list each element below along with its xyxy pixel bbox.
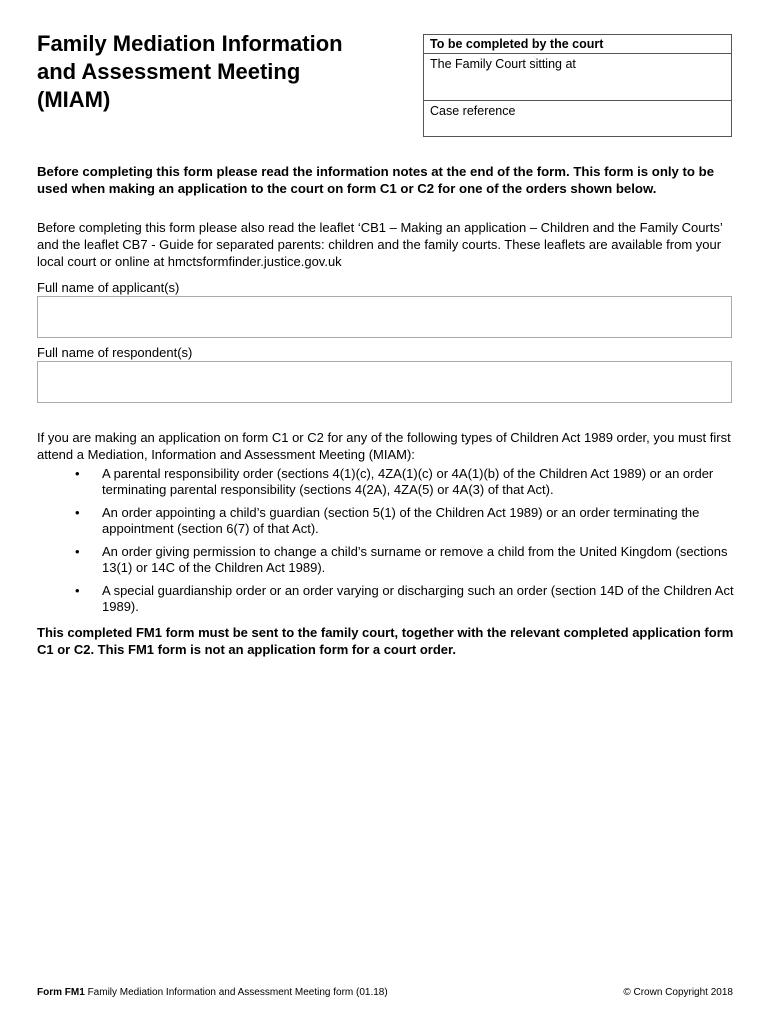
order-item-text: A parental responsibility order (sections 4(1)(c), 4ZA(1)(c) or 4A(1)(b) of the Children Act 1989) or an order terminating parental responsibility (sections 4(2A), 4ZA(5) or 4A(3) of that Act). xyxy=(102,466,714,497)
order-item xyxy=(37,583,737,615)
orders-intro: If you are making an application on form C1 or C2 for any of the following types of Children Act 1989 order, you must first attend a Mediation, Information and Assessment Meeting (MIAM): xyxy=(37,430,731,462)
order-item xyxy=(37,466,737,498)
case-reference-label: Case reference xyxy=(430,104,516,118)
applicant-name-input[interactable] xyxy=(37,296,732,338)
respondent-name-input[interactable] xyxy=(37,361,732,403)
order-item-text: An order appointing a child’s guardian (section 5(1) of the Children Act 1989) or an order terminating the appointment (section 6(7) of that Act). xyxy=(102,505,700,536)
footer-form-code: Form FM1 xyxy=(37,987,85,998)
title-line-1: Family Mediation Information xyxy=(37,31,343,56)
applicant-label: Full name of applicant(s) xyxy=(37,280,180,295)
footer-form-id xyxy=(37,987,388,998)
intro-leaflet-text: Before completing this form please also read the leaflet ‘CB1 – Making an application – Children and the Family Courts’ and the leaflet CB7 - Guide for separated parents: children and the family courts. These leaflets are available from your local court or online at hmctsformfinder.justice.gov.uk xyxy=(37,220,723,269)
intro-bold-notice: Before completing this form please read the information notes at the end of the form. This form is only to be used when making an application to the court on form C1 or C2 for one of the orders shown below. xyxy=(37,164,715,196)
case-reference-field[interactable] xyxy=(424,101,731,121)
court-sitting-label: The Family Court sitting at xyxy=(430,57,576,71)
court-sitting-field[interactable] xyxy=(424,54,731,101)
title-line-3: (MIAM) xyxy=(37,87,111,112)
bullet-icon: • xyxy=(75,505,80,520)
respondent-label: Full name of respondent(s) xyxy=(37,345,193,360)
closing-notice: This completed FM1 form must be sent to the family court, together with the relevant completed application form C1 or C2. This FM1 form is not an application form for a court order. xyxy=(37,625,734,657)
order-item-text: An order giving permission to change a child’s surname or remove a child from the United Kingdom (sections 13(1) or 14C of the Children Act 1989). xyxy=(102,544,728,575)
footer-copyright: © Crown Copyright 2018 xyxy=(623,987,733,998)
bullet-icon: • xyxy=(75,583,80,598)
orders-list xyxy=(37,466,737,622)
page-title xyxy=(37,30,397,114)
bullet-icon: • xyxy=(75,466,80,481)
court-use-box xyxy=(423,34,732,137)
footer-form-name: Family Mediation Information and Assessment Meeting form (01.18) xyxy=(87,987,388,998)
court-box-heading: To be completed by the court xyxy=(424,35,731,54)
title-line-2: and Assessment Meeting xyxy=(37,59,301,84)
order-item xyxy=(37,544,737,576)
bullet-icon: • xyxy=(75,544,80,559)
order-item-text: A special guardianship order or an order varying or discharging such an order (section 14D of the Children Act 1989). xyxy=(102,583,734,614)
order-item xyxy=(37,505,737,537)
